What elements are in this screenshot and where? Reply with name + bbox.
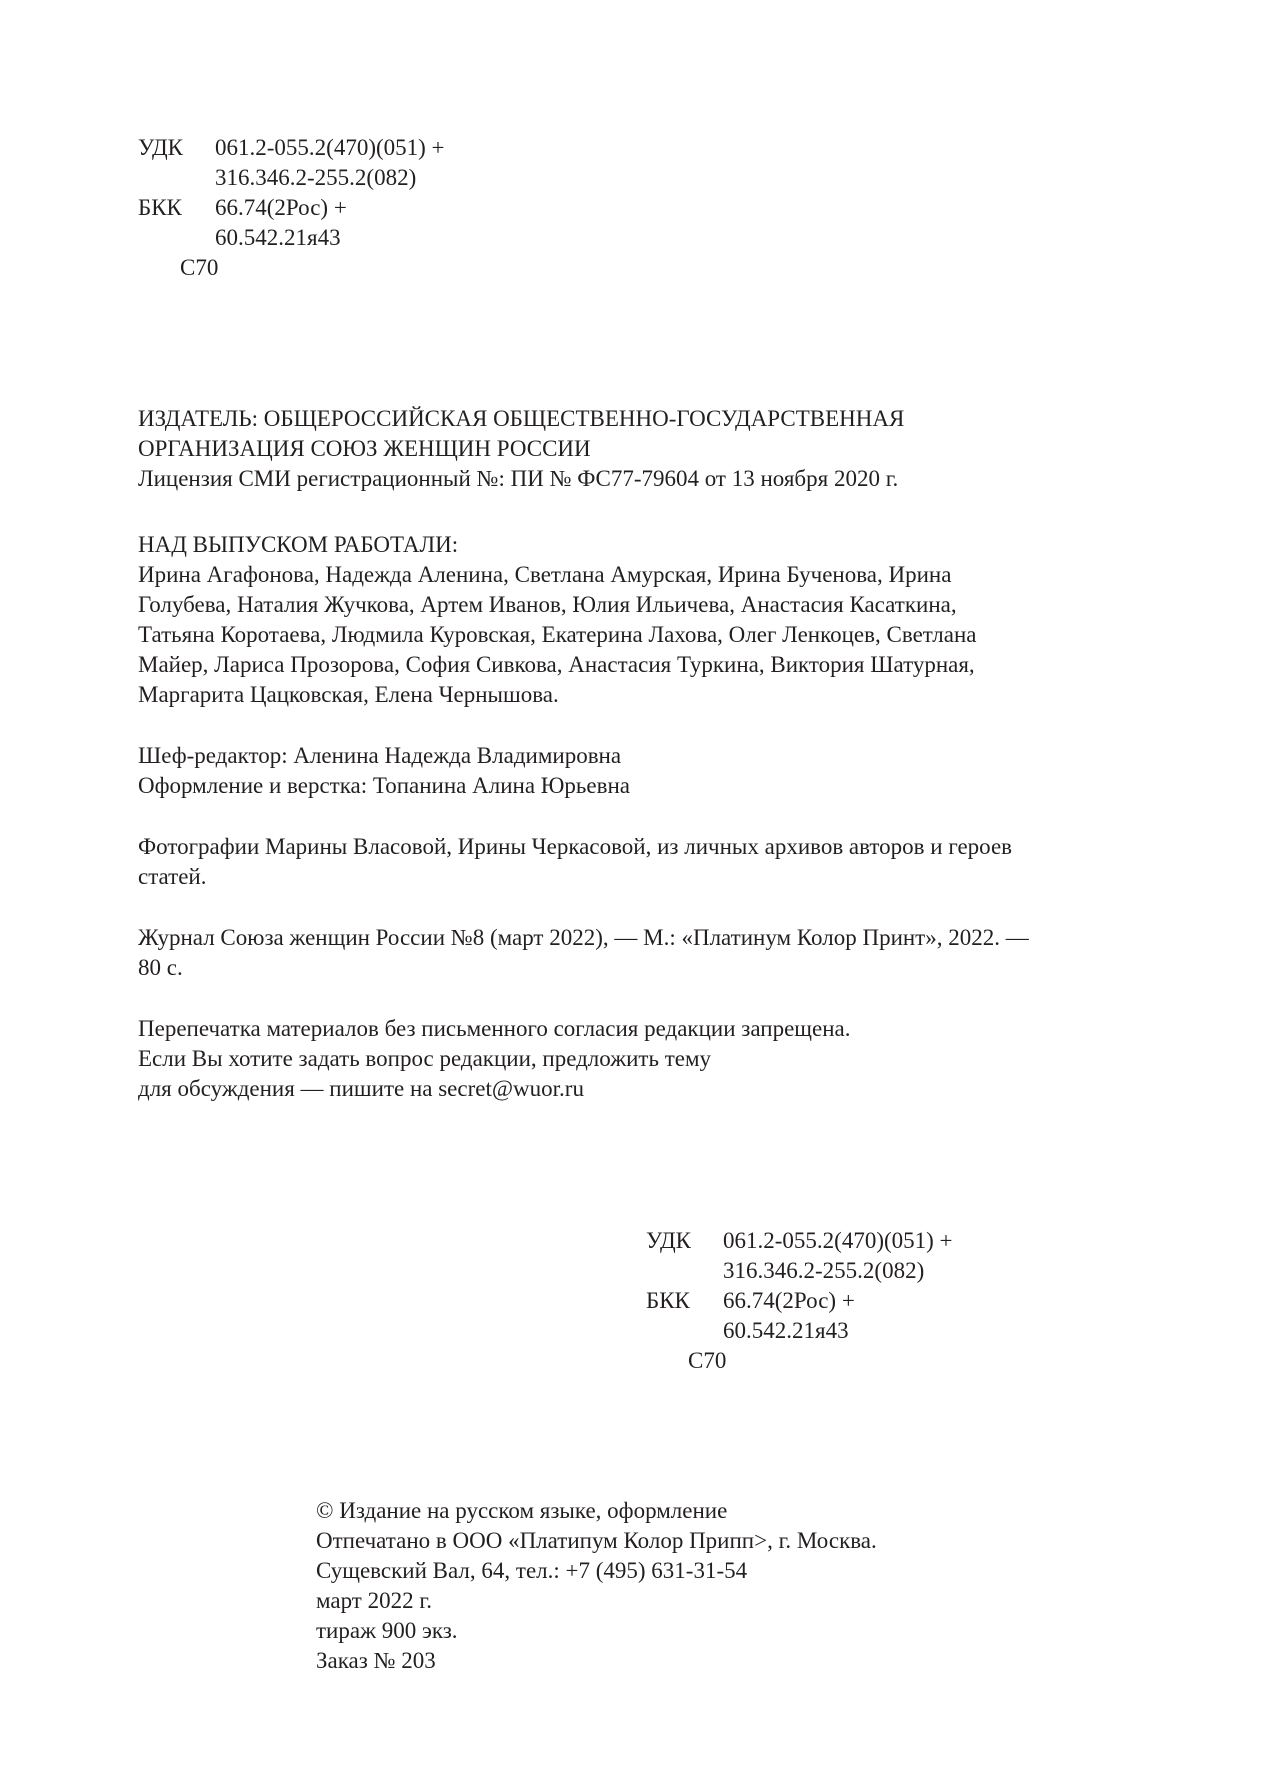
contributors-heading: НАД ВЫПУСКОМ РАБОТАЛИ: — [138, 532, 459, 557]
journal-citation-line2: 80 с. — [138, 955, 183, 980]
photo-credits-line2: статей. — [138, 864, 207, 889]
publisher-name-line1: ИЗДАТЕЛЬ: ОБЩЕРОССИЙСКАЯ ОБЩЕСТВЕННО-ГОСУДАРСТВЕННАЯ — [138, 406, 905, 431]
editors-block — [138, 741, 630, 801]
imprint-address: Сущевский Вал, 64, тел.: +7 (495) 631-31-54 — [316, 1558, 748, 1583]
publisher-name-line2: ОРГАНИЗАЦИЯ СОЮЗ ЖЕНЩИН РОССИИ — [138, 436, 591, 461]
bbk-row — [646, 1286, 855, 1316]
bbk-code-continued: 60.542.21я43 — [723, 1318, 849, 1343]
bbk-code: 66.74(2Рос) + — [723, 1288, 855, 1313]
udk-row — [646, 1226, 953, 1256]
chief-editor: Шеф-редактор: Аленина Надежда Владимировна — [138, 743, 622, 768]
udk-row — [138, 133, 445, 163]
imprint-printer: Отпечатано в ООО «Платипум Колор Припп>, г. Москва. — [316, 1528, 877, 1553]
author-mark: С70 — [688, 1348, 727, 1373]
contact-line1: Если Вы хотите задать вопрос редакции, предложить тему — [138, 1046, 712, 1071]
photo-credits-line1: Фотографии Марины Власовой, Ирины Черкасовой, из личных архивов авторов и героев — [138, 834, 1013, 859]
udk-code: 061.2-055.2(470)(051) + — [723, 1228, 953, 1253]
contact-line2: для обсуждения — пишите на secret@wuor.ru — [138, 1076, 584, 1101]
publisher-block — [138, 404, 904, 494]
journal-citation — [138, 923, 1029, 983]
contributors-block — [138, 530, 976, 710]
reprint-notice — [138, 1014, 850, 1104]
udk-label: УДК — [646, 1228, 691, 1253]
imprint-print-run: тираж 900 экз. — [316, 1618, 458, 1643]
imprint-order-number: Заказ № 203 — [316, 1648, 436, 1673]
media-license: Лицензия СМИ регистрационный №: ПИ № ФС77-79604 от 13 ноября 2020 г. — [138, 466, 899, 491]
reprint-notice-line1: Перепечатка материалов без письменного согласия редакции запрещена. — [138, 1016, 851, 1041]
contributors-line: Татьяна Коротаева, Людмила Куровская, Екатерина Лахова, Олег Ленкоцев, Светлана — [138, 622, 977, 647]
author-mark: С70 — [180, 255, 219, 280]
bbk-row — [138, 193, 347, 223]
bbk-label: БКК — [138, 195, 182, 220]
contributors-line: Майер, Лариса Прозорова, София Сивкова, Анастасия Туркина, Виктория Шатурная, — [138, 652, 975, 677]
bbk-code: 66.74(2Рос) + — [215, 195, 347, 220]
contributors-line: Ирина Агафонова, Надежда Аленина, Светлана Амурская, Ирина Бученова, Ирина — [138, 562, 952, 587]
contributors-line: Маргарита Цацковская, Елена Чернышова. — [138, 682, 559, 707]
udk-label: УДК — [138, 135, 183, 160]
imprint-copyright: © Издание на русском языке, оформление — [316, 1498, 728, 1523]
udk-code-continued: 316.346.2-255.2(082) — [215, 165, 417, 190]
udk-code: 061.2-055.2(470)(051) + — [215, 135, 445, 160]
bbk-code-continued: 60.542.21я43 — [215, 225, 341, 250]
bbk-label: БКК — [646, 1288, 690, 1313]
imprint-block — [316, 1496, 877, 1676]
photo-credits — [138, 832, 1012, 892]
udk-code-continued: 316.346.2-255.2(082) — [723, 1258, 925, 1283]
journal-citation-line1: Журнал Союза женщин России №8 (март 2022), — М.: «Платинум Колор Принт», 2022. — — [138, 925, 1029, 950]
imprint-date: март 2022 г. — [316, 1588, 432, 1613]
contributors-line: Голубева, Наталия Жучкова, Артем Иванов, Юлия Ильичева, Анастасия Касаткина, — [138, 592, 957, 617]
layout-designer: Оформление и верстка: Топанина Алина Юрьевна — [138, 773, 631, 798]
